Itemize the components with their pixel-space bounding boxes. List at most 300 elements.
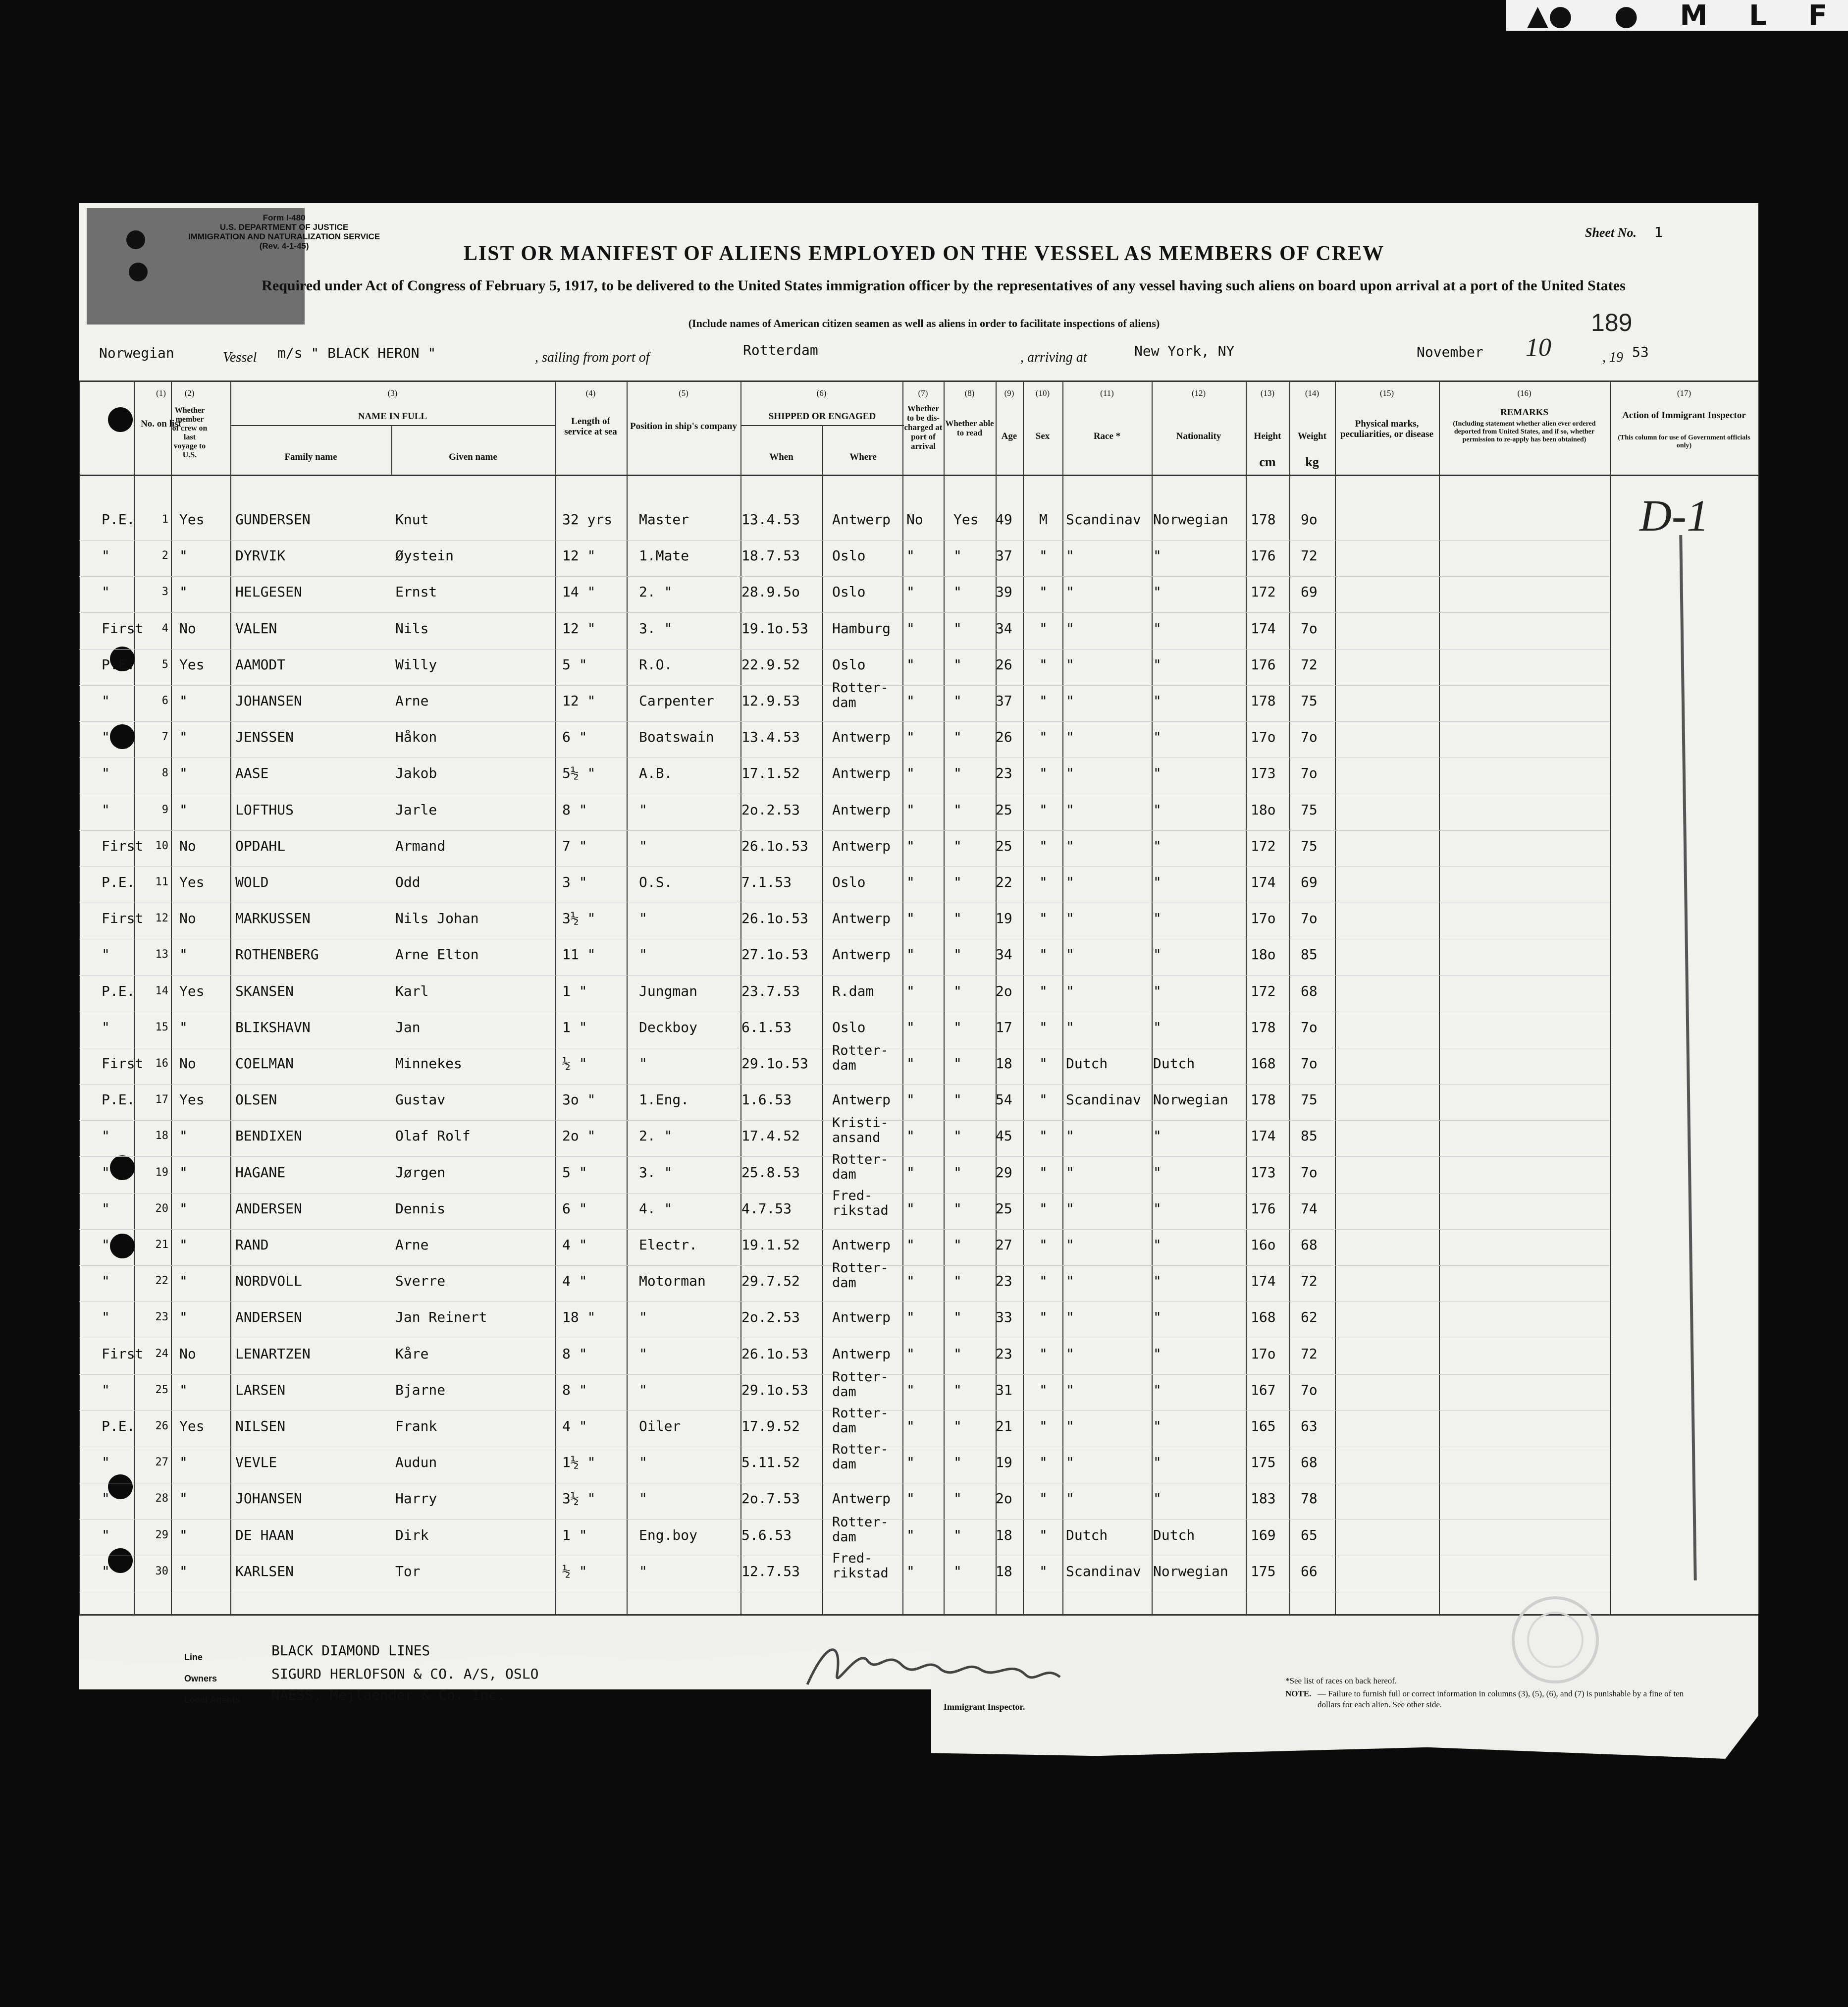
- cell-given-name: Gustav: [395, 1091, 446, 1108]
- cell-height: 165: [1251, 1418, 1276, 1434]
- header-when: When: [769, 452, 793, 462]
- cell-family-name: LARSEN: [235, 1381, 286, 1398]
- cell-last-voyage: ": [179, 1526, 188, 1543]
- cell-family-name: WOLD: [235, 874, 269, 890]
- cell-race: ": [1066, 1418, 1074, 1434]
- cell-height: 173: [1251, 765, 1276, 782]
- film-mark: F: [1808, 0, 1827, 32]
- cell-age: 19: [996, 910, 1012, 927]
- table-rule: [1289, 380, 1290, 1614]
- cell-service-length: 5½ ": [562, 765, 596, 782]
- cell-height: 175: [1251, 1563, 1276, 1579]
- header-sex: Sex: [1035, 431, 1050, 441]
- cell-service-length: 4 ": [562, 1273, 587, 1290]
- cell-age: 23: [996, 1273, 1012, 1290]
- cell-family-name: VEVLE: [235, 1454, 277, 1471]
- cell-family-name: ANDERSEN: [235, 1309, 302, 1326]
- cell-family-name: HELGESEN: [235, 584, 302, 600]
- cell-age: 25: [996, 1200, 1012, 1217]
- cell-family-name: MARKUSSEN: [235, 910, 311, 927]
- cell-nationality: ": [1153, 946, 1162, 963]
- cell-class-of-entry: ": [102, 547, 110, 564]
- cell-shipped-when: 6.1.53: [741, 1019, 792, 1035]
- cell-shipped-where: Kristi-ansand: [832, 1115, 889, 1146]
- cell-list-number: 17: [155, 1093, 168, 1106]
- cell-service-length: 32 yrs: [562, 511, 613, 528]
- cell-list-number: 2: [161, 549, 168, 562]
- cell-weight: 69: [1301, 874, 1318, 890]
- table-rule: [740, 425, 904, 426]
- cell-weight: 72: [1301, 547, 1318, 564]
- column-number: (11): [1100, 388, 1114, 398]
- column-number: (5): [679, 388, 688, 398]
- cell-sex: ": [1039, 1563, 1048, 1579]
- cell-able-to-read: ": [953, 910, 962, 927]
- line-label: Line: [184, 1652, 203, 1662]
- cell-discharged: ": [906, 874, 915, 890]
- cell-sex: ": [1039, 656, 1048, 673]
- cell-given-name: Knut: [395, 511, 429, 528]
- cell-nationality: ": [1153, 1019, 1162, 1035]
- punch-hole: [110, 1155, 135, 1180]
- table-rule: [555, 380, 556, 1614]
- cell-class-of-entry: ": [102, 1309, 110, 1326]
- cell-discharged: ": [906, 729, 915, 746]
- cell-height: 168: [1251, 1055, 1276, 1072]
- cell-height: 174: [1251, 620, 1276, 637]
- cell-weight: 62: [1301, 1309, 1318, 1326]
- cell-family-name: VALEN: [235, 620, 277, 637]
- cell-given-name: Håkon: [395, 729, 437, 746]
- cell-last-voyage: ": [179, 584, 188, 600]
- header-age: Age: [1001, 431, 1017, 441]
- cell-weight: 7o: [1301, 765, 1318, 782]
- cell-shipped-when: 5.6.53: [741, 1526, 792, 1543]
- cell-nationality: Norwegian: [1153, 1091, 1228, 1108]
- cell-service-length: 12 ": [562, 693, 596, 709]
- cell-shipped-where: Rotter-dam: [832, 1442, 889, 1472]
- row-rule: [79, 830, 1610, 831]
- cell-weight: 75: [1301, 801, 1318, 818]
- cell-height: 178: [1251, 1091, 1276, 1108]
- cell-race: ": [1066, 765, 1074, 782]
- cell-nationality: ": [1153, 693, 1162, 709]
- cell-last-voyage: ": [179, 1128, 188, 1144]
- cell-given-name: Kåre: [395, 1345, 429, 1362]
- punch-hole: [108, 407, 133, 432]
- cell-last-voyage: Yes: [179, 511, 205, 528]
- cell-class-of-entry: ": [102, 1454, 110, 1471]
- cell-shipped-where: Antwerp: [832, 1237, 891, 1253]
- cell-height: 178: [1251, 511, 1276, 528]
- cell-shipped-when: 19.1.52: [741, 1237, 800, 1253]
- cell-shipped-when: 29.1o.53: [741, 1055, 808, 1072]
- line-value: BLACK DIAMOND LINES: [271, 1642, 430, 1659]
- cell-list-number: 13: [155, 948, 168, 961]
- cell-shipped-where: Antwerp: [832, 1345, 891, 1362]
- cell-age: 22: [996, 874, 1012, 890]
- cell-shipped-where: Rotter-dam: [832, 1260, 889, 1291]
- cell-able-to-read: ": [953, 1418, 962, 1434]
- cell-shipped-where: Oslo: [832, 1019, 866, 1035]
- cell-nationality: ": [1153, 874, 1162, 890]
- cell-given-name: Dirk: [395, 1526, 429, 1543]
- cell-given-name: Jan: [395, 1019, 421, 1035]
- sheet-number: 1: [1654, 224, 1663, 240]
- agents-value: NAESS, Mejlaender & Co. Inc.: [271, 1687, 506, 1703]
- cell-family-name: BLIKSHAVN: [235, 1019, 311, 1035]
- cell-service-length: 7 ": [562, 837, 587, 854]
- cell-service-length: 8 ": [562, 801, 587, 818]
- header-height: Height: [1254, 431, 1281, 441]
- document-title: LIST OR MANIFEST OF ALIENS EMPLOYED ON THE VESSEL AS MEMBERS OF CREW: [463, 242, 1385, 265]
- cell-ship-position: ": [639, 801, 647, 818]
- cell-weight: 85: [1301, 946, 1318, 963]
- cell-shipped-when: 1.6.53: [741, 1091, 792, 1108]
- crew-table: [79, 380, 1758, 1614]
- cell-height: 174: [1251, 1128, 1276, 1144]
- cell-last-voyage: ": [179, 1381, 188, 1398]
- cell-sex: ": [1039, 1273, 1048, 1290]
- cell-class-of-entry: ": [102, 1128, 110, 1144]
- cell-last-voyage: No: [179, 910, 196, 927]
- cell-list-number: 9: [161, 803, 168, 816]
- vessel-nationality: Norwegian: [99, 345, 174, 361]
- row-rule: [79, 540, 1610, 541]
- cell-class-of-entry: ": [102, 1490, 110, 1507]
- cell-class-of-entry: P.E.: [102, 1418, 135, 1434]
- cell-ship-position: Boatswain: [639, 729, 714, 746]
- cell-weight: 72: [1301, 1345, 1318, 1362]
- sailing-port: Rotterdam: [743, 342, 818, 358]
- cell-shipped-where: Oslo: [832, 547, 866, 564]
- cell-discharged: ": [906, 1128, 915, 1144]
- cell-service-length: 8 ": [562, 1345, 587, 1362]
- cell-discharged: ": [906, 1309, 915, 1326]
- cell-shipped-when: 26.1o.53: [741, 837, 808, 854]
- cell-list-number: 25: [155, 1383, 168, 1396]
- cell-service-length: 3½ ": [562, 1490, 596, 1507]
- column-number: (12): [1191, 388, 1206, 398]
- cell-service-length: 14 ": [562, 584, 596, 600]
- cell-shipped-when: 12.9.53: [741, 693, 800, 709]
- cell-age: 27: [996, 1237, 1012, 1253]
- cell-discharged: ": [906, 1490, 915, 1507]
- cell-nationality: ": [1153, 1381, 1162, 1398]
- cell-shipped-when: 13.4.53: [741, 511, 800, 528]
- cell-given-name: Ernst: [395, 584, 437, 600]
- cell-list-number: 28: [155, 1492, 168, 1505]
- cell-able-to-read: ": [953, 1381, 962, 1398]
- cell-service-length: 6 ": [562, 1200, 587, 1217]
- cell-age: 54: [996, 1091, 1012, 1108]
- cell-family-name: LENARTZEN: [235, 1345, 311, 1362]
- cell-nationality: Dutch: [1153, 1526, 1195, 1543]
- cell-race: ": [1066, 1128, 1074, 1144]
- cell-height: 18o: [1251, 801, 1276, 818]
- header-length-service: Length of service at sea: [564, 416, 617, 437]
- cell-nationality: ": [1153, 1309, 1162, 1326]
- cell-weight: 74: [1301, 1200, 1318, 1217]
- cell-list-number: 19: [155, 1166, 168, 1179]
- cell-list-number: 27: [155, 1456, 168, 1469]
- header-family-name: Family name: [284, 452, 337, 462]
- cell-given-name: Jan Reinert: [395, 1309, 487, 1326]
- cell-sex: ": [1039, 1309, 1048, 1326]
- header-remarks: REMARKS: [1500, 407, 1549, 418]
- cell-family-name: JOHANSEN: [235, 693, 302, 709]
- cell-discharged: ": [906, 1345, 915, 1362]
- cell-service-length: 18 ": [562, 1309, 596, 1326]
- cell-shipped-where: Antwerp: [832, 511, 891, 528]
- cell-family-name: OLSEN: [235, 1091, 277, 1108]
- cell-weight: 69: [1301, 584, 1318, 600]
- cell-family-name: COELMAN: [235, 1055, 294, 1072]
- cell-family-name: DE HAAN: [235, 1526, 294, 1543]
- cell-list-number: 29: [155, 1528, 168, 1541]
- cell-weight: 7o: [1301, 729, 1318, 746]
- cell-last-voyage: ": [179, 946, 188, 963]
- cell-able-to-read: ": [953, 982, 962, 999]
- cell-age: 26: [996, 729, 1012, 746]
- cell-age: 18: [996, 1563, 1012, 1579]
- cell-service-length: 5 ": [562, 1164, 587, 1181]
- cell-nationality: ": [1153, 620, 1162, 637]
- cell-nationality: ": [1153, 584, 1162, 600]
- cell-sex: ": [1039, 874, 1048, 890]
- cell-race: ": [1066, 584, 1074, 600]
- note-text: — Failure to furnish full or correct information in columns (3), (5), (6), and (7) is punishable by a fine of ten dollars for each alien. See other side.: [1318, 1689, 1684, 1709]
- cell-shipped-when: 4.7.53: [741, 1200, 792, 1217]
- vessel-name: m/s " BLACK HERON ": [277, 345, 436, 361]
- cell-last-voyage: No: [179, 1055, 196, 1072]
- cell-service-length: 8 ": [562, 1381, 587, 1398]
- cell-sex: ": [1039, 584, 1048, 600]
- cell-family-name: KARLSEN: [235, 1563, 294, 1579]
- cell-shipped-when: 27.1o.53: [741, 946, 808, 963]
- cell-last-voyage: ": [179, 1200, 188, 1217]
- cell-service-length: ½ ": [562, 1563, 587, 1579]
- cell-weight: 85: [1301, 1128, 1318, 1144]
- table-rule: [944, 380, 945, 1614]
- cell-shipped-where: Rotter-dam: [832, 1151, 889, 1182]
- cell-discharged: ": [906, 1164, 915, 1181]
- cell-discharged: ": [906, 547, 915, 564]
- cell-discharged: ": [906, 1055, 915, 1072]
- table-rule: [822, 425, 823, 1614]
- cell-height: 167: [1251, 1381, 1276, 1398]
- cell-sex: ": [1039, 1019, 1048, 1035]
- cell-family-name: RAND: [235, 1237, 269, 1253]
- cell-ship-position: ": [639, 1490, 647, 1507]
- cell-list-number: 6: [161, 695, 168, 707]
- cell-shipped-where: Antwerp: [832, 729, 891, 746]
- cell-race: Dutch: [1066, 1526, 1108, 1543]
- cell-shipped-where: Antwerp: [832, 765, 891, 782]
- cell-given-name: Minnekes: [395, 1055, 462, 1072]
- cell-ship-position: Carpenter: [639, 693, 714, 709]
- cell-given-name: Arne: [395, 693, 429, 709]
- cell-able-to-read: ": [953, 1091, 962, 1108]
- cell-able-to-read: ": [953, 765, 962, 782]
- cell-age: 33: [996, 1309, 1012, 1326]
- arrival-year: 53: [1632, 344, 1649, 360]
- cell-ship-position: 2. ": [639, 1128, 673, 1144]
- cell-class-of-entry: ": [102, 1563, 110, 1579]
- cell-shipped-when: 13.4.53: [741, 729, 800, 746]
- cell-weight: 63: [1301, 1418, 1318, 1434]
- cell-nationality: ": [1153, 801, 1162, 818]
- cell-last-voyage: ": [179, 1164, 188, 1181]
- cell-last-voyage: ": [179, 1273, 188, 1290]
- cell-race: ": [1066, 1273, 1074, 1290]
- cell-height: 172: [1251, 584, 1276, 600]
- cell-age: 21: [996, 1418, 1012, 1434]
- cell-age: 45: [996, 1128, 1012, 1144]
- cell-able-to-read: ": [953, 1526, 962, 1543]
- cell-sex: ": [1039, 1418, 1048, 1434]
- cell-given-name: Nils: [395, 620, 429, 637]
- punch-hole: [110, 724, 135, 749]
- cell-class-of-entry: P.E.: [102, 656, 135, 673]
- cell-height: 174: [1251, 1273, 1276, 1290]
- cell-nationality: ": [1153, 1128, 1162, 1144]
- cell-able-to-read: ": [953, 584, 962, 600]
- cell-class-of-entry: ": [102, 1381, 110, 1398]
- cell-able-to-read: ": [953, 1273, 962, 1290]
- cell-sex: ": [1039, 620, 1048, 637]
- cell-shipped-where: Oslo: [832, 874, 866, 890]
- cell-discharged: ": [906, 1381, 915, 1398]
- cell-family-name: OPDAHL: [235, 837, 286, 854]
- row-rule: [79, 975, 1610, 976]
- cell-discharged: ": [906, 656, 915, 673]
- cell-nationality: ": [1153, 1164, 1162, 1181]
- cell-nationality: ": [1153, 910, 1162, 927]
- cell-shipped-when: 7.1.53: [741, 874, 792, 890]
- cell-sex: M: [1039, 511, 1048, 528]
- owners-label: Owners: [184, 1674, 217, 1683]
- cell-class-of-entry: ": [102, 946, 110, 963]
- row-rule: [79, 649, 1610, 650]
- cell-sex: ": [1039, 1345, 1048, 1362]
- cell-nationality: ": [1153, 765, 1162, 782]
- cell-nationality: ": [1153, 1418, 1162, 1434]
- cell-weight: 68: [1301, 1454, 1318, 1471]
- cell-class-of-entry: ": [102, 1526, 110, 1543]
- inspector-signature: [797, 1630, 1075, 1699]
- cell-given-name: Arne: [395, 1237, 429, 1253]
- agents-label: Local Agents: [184, 1695, 240, 1705]
- cell-ship-position: Electr.: [639, 1237, 698, 1253]
- cell-ship-position: ": [639, 1309, 647, 1326]
- cell-shipped-where: Antwerp: [832, 910, 891, 927]
- cell-list-number: 10: [155, 839, 168, 852]
- cell-able-to-read: ": [953, 1237, 962, 1253]
- cell-able-to-read: ": [953, 1345, 962, 1362]
- cell-family-name: BENDIXEN: [235, 1128, 302, 1144]
- faint-seal: [1506, 1590, 1605, 1689]
- cell-ship-position: Oiler: [639, 1418, 681, 1434]
- cell-race: ": [1066, 982, 1074, 999]
- cell-family-name: ANDERSEN: [235, 1200, 302, 1217]
- cell-nationality: ": [1153, 656, 1162, 673]
- cell-given-name: Øystein: [395, 547, 454, 564]
- cell-nationality: ": [1153, 1345, 1162, 1362]
- cell-sex: ": [1039, 801, 1048, 818]
- cell-service-length: 12 ": [562, 620, 596, 637]
- cell-list-number: 21: [155, 1239, 168, 1251]
- cell-ship-position: ": [639, 837, 647, 854]
- cell-shipped-where: Antwerp: [832, 1091, 891, 1108]
- cell-shipped-where: Antwerp: [832, 1490, 891, 1507]
- cell-height: 172: [1251, 982, 1276, 999]
- table-rule: [79, 475, 1758, 476]
- punch-hole: [108, 1548, 133, 1573]
- header-last-voyage: Whether member of crew on last voyage to U.S.: [172, 406, 208, 459]
- cell-weight: 75: [1301, 1091, 1318, 1108]
- cell-sex: ": [1039, 1128, 1048, 1144]
- cell-ship-position: 3. ": [639, 620, 673, 637]
- cell-list-number: 11: [155, 876, 168, 888]
- cell-family-name: DYRVIK: [235, 547, 286, 564]
- cell-weight: 7o: [1301, 1164, 1318, 1181]
- cell-age: 18: [996, 1526, 1012, 1543]
- cell-service-length: 2o ": [562, 1128, 596, 1144]
- cell-given-name: Willy: [395, 656, 437, 673]
- vessel-label: Vessel: [223, 350, 257, 365]
- column-number: (4): [585, 388, 596, 398]
- cell-able-to-read: ": [953, 946, 962, 963]
- cell-able-to-read: ": [953, 656, 962, 673]
- cell-ship-position: ": [639, 1055, 647, 1072]
- film-mark: ●: [1614, 0, 1638, 32]
- table-rule: [1335, 380, 1336, 1614]
- cell-list-number: 8: [161, 767, 168, 780]
- cell-discharged: ": [906, 910, 915, 927]
- cell-race: ": [1066, 1200, 1074, 1217]
- cell-sex: ": [1039, 946, 1048, 963]
- header-where: Where: [849, 452, 877, 462]
- cell-sex: ": [1039, 1454, 1048, 1471]
- cell-list-number: 7: [161, 731, 168, 744]
- cell-discharged: ": [906, 693, 915, 709]
- cell-given-name: Harry: [395, 1490, 437, 1507]
- cell-list-number: 16: [155, 1057, 168, 1070]
- cell-given-name: Jarle: [395, 801, 437, 818]
- cell-nationality: ": [1153, 837, 1162, 854]
- cell-race: ": [1066, 1019, 1074, 1035]
- cell-list-number: 5: [161, 658, 168, 671]
- column-number: (14): [1305, 388, 1320, 398]
- cell-service-length: 1 ": [562, 1019, 587, 1035]
- cell-family-name: HAGANE: [235, 1164, 286, 1181]
- table-rule: [79, 380, 80, 1614]
- cell-height: 17o: [1251, 729, 1276, 746]
- cell-shipped-where: R.dam: [832, 982, 874, 999]
- cell-height: 174: [1251, 874, 1276, 890]
- cell-list-number: 20: [155, 1202, 168, 1215]
- cell-shipped-when: 12.7.53: [741, 1563, 800, 1579]
- column-number: (16): [1517, 388, 1531, 398]
- cell-shipped-where: Rotter-dam: [832, 1043, 889, 1073]
- cell-class-of-entry: ": [102, 765, 110, 782]
- cell-sex: ": [1039, 1526, 1048, 1543]
- table-rule: [1023, 380, 1024, 1614]
- cell-height: 178: [1251, 693, 1276, 709]
- cell-family-name: JOHANSEN: [235, 1490, 302, 1507]
- cell-able-to-read: ": [953, 729, 962, 746]
